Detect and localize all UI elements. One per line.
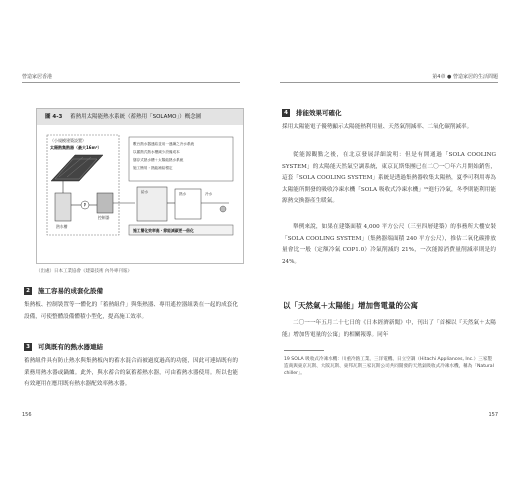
tap-icon (220, 206, 226, 212)
hot-water-tank (55, 193, 71, 221)
control-label: 控制器 (98, 215, 110, 220)
step-4: 施工簡易・熱能補給穩定 (133, 166, 173, 170)
section-heading-gas-solar: 以「天然氣＋太陽能」增加售電量的公寓 (283, 301, 418, 310)
footnote-19: 19 SOLA 吸收式冷凍水機：川重冷熱工業、三洋電機、日立空調（Hitachi Appliances, Inc.）三家製造商與東京瓦斯、大阪瓦斯、東邦瓦斯三家瓦斯公司共同開發的天然氣吸收式冷凍水機，稱為「Natural chiller」。 (284, 357, 494, 377)
figure-title-bar (37, 109, 243, 125)
page-number-right: 157 (488, 412, 498, 418)
footnote-rule (284, 350, 324, 351)
section-2-text: 集熱板、控制裝置等一體化的「蓄熱組件」與集熱器、專用遙控器組裝在一起的成套化設備，可使整體設備體積小型化，提高施工效率。 (24, 302, 238, 320)
section-2-heading (24, 286, 103, 297)
paragraph-example: 舉例來說，如果在建築面積 4,000 平方公尺（三至四層建築）的事務所大樓安裝「SOLA COOLING SYSTEM」（集熱器端面積 240 平方公尺），推估二氧化碳排放量會比一般（定額冷氣 COP1.0）冷氣削減約 21%，一次能源消費量削減率則是約 24%。 (282, 224, 496, 265)
section-2-title: 施工容易的成套化設備 (38, 287, 103, 295)
step-1: 數台熱水器連結並用一連續之冷水系統 (133, 142, 195, 146)
boiler-label: 給水 (141, 190, 149, 194)
header-rule-right (280, 82, 498, 83)
figure-source: （出處）日本工業協會《建築技術 內外專刊報》 (36, 269, 132, 274)
section-4-text: 採用太陽能電子優勢顯示太陽能熱利用量、天然氣削減率、二氧化碳削減率。 (282, 124, 473, 130)
control-unit (97, 193, 113, 213)
running-header-left: 營造家居香港 (22, 74, 53, 80)
right-page (260, 0, 520, 500)
hot-water-label: 熱水 (179, 192, 187, 196)
collector-label: 太陽熱集熱器（最大16m²） (50, 145, 102, 150)
pump-label: P (83, 202, 87, 208)
tank-label: 熱水槽 (56, 224, 68, 229)
figure-title: 蓄熱用太陽能熱水系統（蓄熱用「SOLAMO」）概念圖 (70, 114, 202, 120)
section-3-number: 3 (24, 343, 32, 351)
diagram-footer: 施工簡化效率高・節能減碳更一倍化 (133, 228, 194, 233)
step-2: 以蓄熱式熱水槽減少設備成本 (133, 150, 180, 154)
section-2-number: 2 (24, 287, 32, 295)
running-header-right: 第4章 ● 營造家居的生活問題 (432, 74, 498, 80)
paragraph-nikkei: 二〇一一年五月二十七日的《日本經濟新聞》中，刊出了「首棟以『天然氣＋太陽能』增加售電量的公寓」的相關報導。同年 (282, 320, 496, 338)
section-3-heading (24, 342, 103, 353)
section-3-title: 可與既有的熱水器連結 (38, 343, 103, 351)
paragraph-sola-cooling: 從能源觀點之後，在北京發展詳細說明：但是有開通過「SOLA COOLING SYSTEM」的太陽能天然氣空調系統，東京瓦斯集團已在二〇一〇年六月開始銷售，這套「SOLA COOLING SYSTEM」系統是透過集熱器收集太陽熱，夏季可利用專為太陽能所開發的吸收冷凍水機「SOLA 吸收式冷凍水機」¹⁹進行冷氣，冬季則能利用能源熱交換器產生暖氣。 (282, 152, 496, 205)
cold-water-label: 冷水 (205, 192, 213, 196)
solar-system-diagram (45, 133, 237, 237)
section-3-text: 蓄熱組件具有防止熱水與集熱板內的蓄水混合而被過度過高的功能，因此可連結既有的業務用熱水器或鍋爐。此外，與水蓄合的氣蓄蓄熱水器，可由蓄熱水器使用。所以也能有效運用在應用既有熱水器配效率熱水器。 (24, 358, 238, 388)
section-4-number: 4 (282, 109, 290, 117)
step-3: 儲存式熱水槽＋太陽能熱水系統 (133, 158, 184, 162)
figure-number: 圖 4-3 (45, 114, 63, 120)
header-rule-left (22, 82, 240, 83)
page-number-left: 156 (22, 412, 32, 418)
section-4-title: 排能效果可確化 (296, 109, 342, 117)
section-4-heading (282, 108, 342, 119)
figure-4-3 (36, 108, 244, 264)
unit-box-label: （小規模建築設置） (50, 138, 86, 143)
